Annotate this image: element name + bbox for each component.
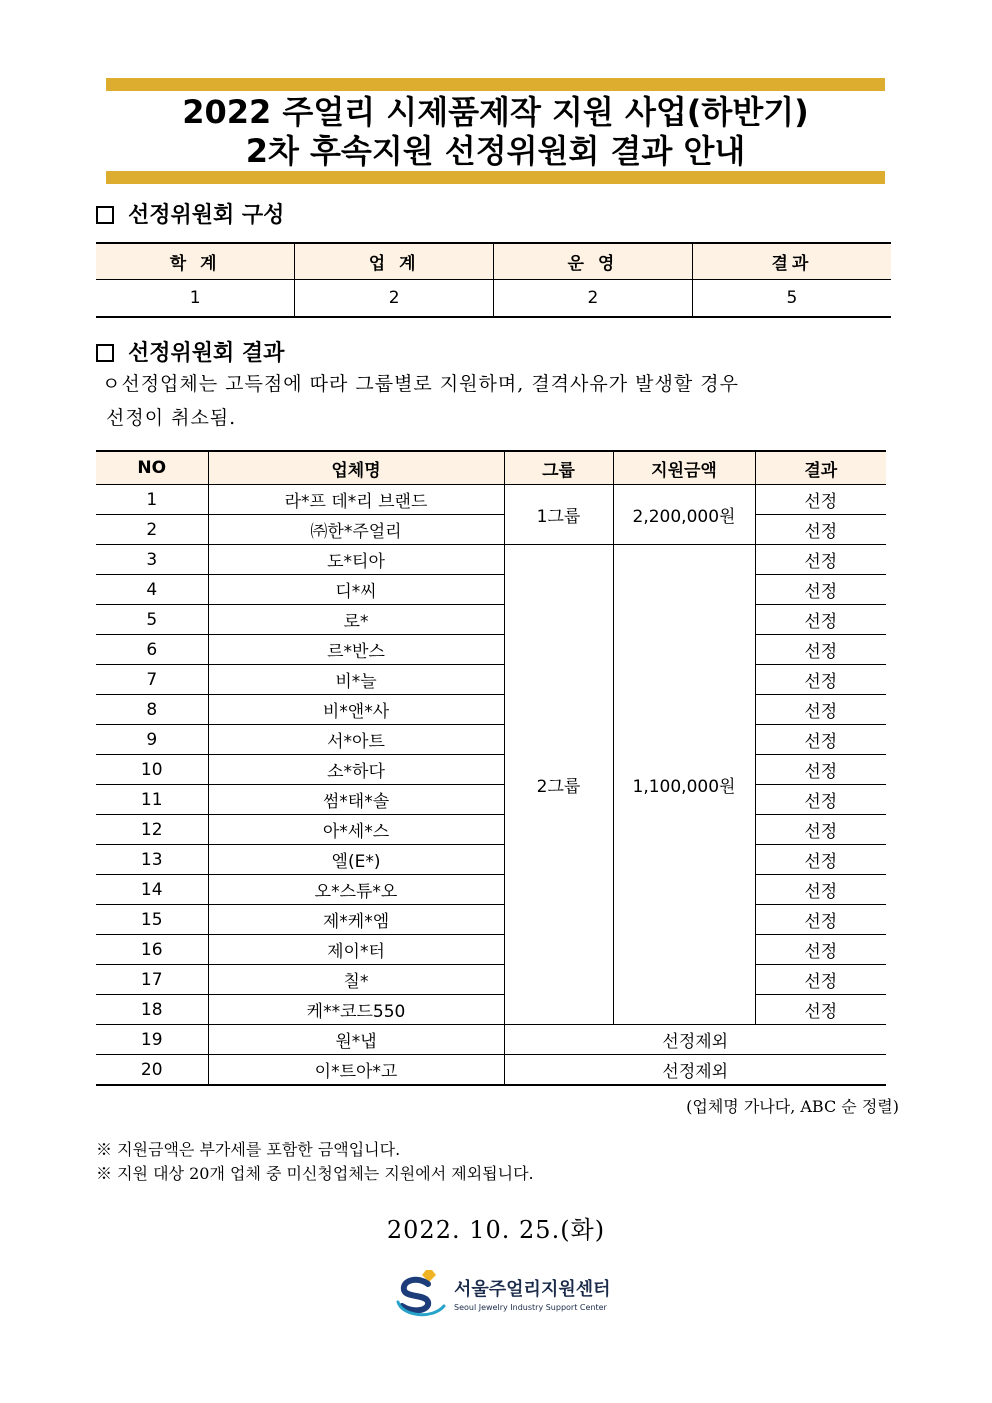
committee-value-operation: 2 <box>494 280 693 318</box>
row-result: 선정 <box>755 635 886 665</box>
table-row <box>96 515 886 545</box>
row-result: 선정 <box>755 815 886 845</box>
row-no: 13 <box>96 845 208 875</box>
group-2-name: 2그룹 <box>504 545 613 1025</box>
row-company: 소*하다 <box>208 755 504 785</box>
row-result: 선정 <box>755 485 886 515</box>
table-row <box>96 875 886 905</box>
row-no: 12 <box>96 815 208 845</box>
row-company: 이*트아*고 <box>208 1055 504 1086</box>
table-row <box>96 995 886 1025</box>
row-company: 라*프 데*리 브랜드 <box>208 485 504 515</box>
row-company: 오*스튜*오 <box>208 875 504 905</box>
table-row <box>96 1055 886 1086</box>
committee-col-industry: 업 계 <box>295 243 494 280</box>
sort-order-note: (업체명 가나다, ABC 순 정렬) <box>686 1097 899 1116</box>
document-date: 2022. 10. 25.(화) <box>386 1216 606 1244</box>
committee-table <box>96 242 891 318</box>
row-no: 1 <box>96 485 208 515</box>
committee-col-academia: 학 계 <box>96 243 295 280</box>
row-result-excluded: 선정제외 <box>504 1025 886 1055</box>
row-no: 3 <box>96 545 208 575</box>
table-row <box>96 905 886 935</box>
row-company: 로* <box>208 605 504 635</box>
row-result: 선정 <box>755 845 886 875</box>
group-1-amount: 2,200,000원 <box>613 485 755 545</box>
row-no: 14 <box>96 875 208 905</box>
results-col-no: NO <box>96 451 208 485</box>
committee-value-academia: 1 <box>189 288 201 308</box>
row-company: 비*앤*사 <box>208 695 504 725</box>
committee-section-heading <box>96 201 284 229</box>
row-no: 5 <box>96 605 208 635</box>
row-no: 11 <box>96 785 208 815</box>
row-result: 선정 <box>755 875 886 905</box>
row-result: 선정 <box>755 665 886 695</box>
table-row <box>96 785 886 815</box>
table-row <box>96 1025 886 1055</box>
row-no: 8 <box>96 695 208 725</box>
footnote-vat: ※ 지원금액은 부가세를 포함한 금액입니다. <box>96 1140 401 1159</box>
footnote-exclusion: ※ 지원 대상 20개 업체 중 미신청업체는 지원에서 제외됩니다. <box>96 1164 534 1183</box>
row-no: 20 <box>140 1059 163 1080</box>
page-title-line2: 2차 후속지원 선정위원회 결과 안내 <box>245 132 746 170</box>
table-row <box>96 485 886 515</box>
results-description-line2: 선정이 취소됨. <box>106 407 237 429</box>
table-row <box>96 965 886 995</box>
row-no: 2 <box>96 515 208 545</box>
table-row <box>96 755 886 785</box>
row-no: 15 <box>96 905 208 935</box>
row-company: 제*케*엠 <box>208 905 504 935</box>
row-no: 9 <box>96 725 208 755</box>
table-row <box>96 725 886 755</box>
row-no: 17 <box>96 965 208 995</box>
row-result: 선정 <box>755 725 886 755</box>
title-top-bar <box>106 78 885 91</box>
row-result: 선정 <box>755 965 886 995</box>
committee-value-total: 5 <box>692 280 891 318</box>
row-company: 케**코드550 <box>208 995 504 1025</box>
row-no: 19 <box>96 1025 208 1055</box>
committee-heading-text: 선정위원회 구성 <box>128 202 285 228</box>
table-row <box>96 545 886 575</box>
checkbox-square-icon <box>96 206 114 224</box>
table-row <box>96 635 886 665</box>
row-company: 도*티아 <box>208 545 504 575</box>
row-result: 선정 <box>755 995 886 1025</box>
committee-col-total: 결과 <box>692 243 891 280</box>
title-bottom-bar <box>106 171 885 184</box>
row-company: 칠* <box>208 965 504 995</box>
results-section-heading <box>96 339 284 367</box>
table-row <box>96 815 886 845</box>
table-row <box>96 575 886 605</box>
results-header-row <box>96 451 886 485</box>
row-company: 서*아트 <box>208 725 504 755</box>
page-title-line1: 2022 주얼리 시제품제작 지원 사업(하반기) <box>182 93 809 131</box>
row-result: 선정 <box>755 905 886 935</box>
row-company: 제이*터 <box>208 935 504 965</box>
jewelry-s-logo-icon <box>392 1262 450 1324</box>
results-col-amount: 지원금액 <box>613 451 755 485</box>
row-company: 썸*태*솔 <box>208 785 504 815</box>
row-no: 18 <box>96 995 208 1025</box>
row-result-excluded: 선정제외 <box>504 1055 886 1086</box>
row-company: 디*씨 <box>208 575 504 605</box>
row-no: 6 <box>96 635 208 665</box>
row-result: 선정 <box>755 935 886 965</box>
row-result: 선정 <box>755 545 886 575</box>
row-result: 선정 <box>755 515 886 545</box>
row-result: 선정 <box>755 785 886 815</box>
committee-value-row <box>96 280 891 318</box>
results-col-group: 그룹 <box>504 451 613 485</box>
results-table <box>96 450 886 1086</box>
table-row <box>96 695 886 725</box>
row-result: 선정 <box>755 755 886 785</box>
table-row <box>96 935 886 965</box>
results-description-line1: ㅇ선정업체는 고득점에 따라 그룹별로 지원하며, 결격사유가 발생할 경우 <box>102 373 739 395</box>
logo-subtitle: Seoul Jewelry Industry Support Center <box>454 1302 607 1312</box>
row-company: ㈜한*주얼리 <box>208 515 504 545</box>
row-no: 7 <box>96 665 208 695</box>
row-company: 엘(E*) <box>208 845 504 875</box>
table-row <box>96 605 886 635</box>
row-company: 원*냅 <box>208 1025 504 1055</box>
row-result: 선정 <box>755 605 886 635</box>
committee-value-industry: 2 <box>295 280 494 318</box>
row-no: 10 <box>96 755 208 785</box>
organization-logo <box>392 1262 611 1324</box>
results-heading-text: 선정위원회 결과 <box>128 340 285 366</box>
row-company: 아*세*스 <box>208 815 504 845</box>
row-company: 르*반스 <box>208 635 504 665</box>
table-row <box>96 665 886 695</box>
row-no: 4 <box>96 575 208 605</box>
committee-header-row <box>96 243 891 280</box>
results-col-result: 결과 <box>755 451 886 485</box>
group-1-name: 1그룹 <box>504 485 613 545</box>
table-row <box>96 845 886 875</box>
group-2-amount: 1,100,000원 <box>613 545 755 1025</box>
logo-name: 서울주얼리지원센터 <box>454 1278 611 1300</box>
row-result: 선정 <box>755 575 886 605</box>
row-no: 16 <box>96 935 208 965</box>
row-company: 비*늘 <box>208 665 504 695</box>
results-col-company: 업체명 <box>208 451 504 485</box>
committee-col-operation: 운 영 <box>494 243 693 280</box>
row-result: 선정 <box>755 695 886 725</box>
checkbox-square-icon <box>96 344 114 362</box>
